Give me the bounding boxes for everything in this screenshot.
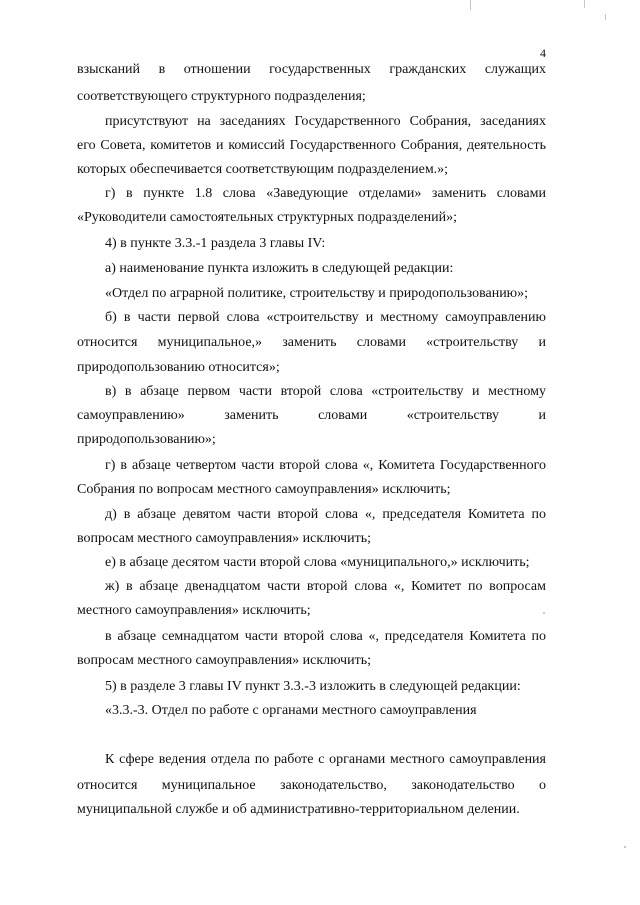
text-line: взысканий в отношении государственных гражданских служащих [77,62,546,77]
text-line: его Совета, комитетов и комиссий Государственного Собрания, деятельность [77,138,546,153]
text-line: ж) в абзаце двенадцатом части второй слова «, Комитет по вопросам [105,579,546,594]
text-line: а) наименование пункта изложить в следующей редакции: [105,261,454,276]
text-line: Собрания по вопросам местного самоуправления» исключить; [77,482,451,497]
scan-mark [624,846,626,848]
text-line: местного самоуправления» исключить; [77,603,311,618]
scan-mark [605,14,606,20]
text-line: б) в части первой слова «строительству и местному самоуправлению [105,310,546,325]
page-number: 4 [540,46,546,60]
text-line: соответствующего структурного подразделения; [77,89,366,104]
text-line: в абзаце семнадцатом части второй слова «, председателя Комитета по [105,629,546,644]
text-line: 5) в разделе 3 главы IV пункт 3.3.-3 изложить в следующей редакции: [105,679,521,694]
text-line: К сфере ведения отдела по работе с органами местного самоуправления [105,752,546,767]
text-line: «Руководители самостоятельных структурных подразделений»; [77,210,458,225]
scan-mark [584,0,585,8]
text-line: д) в абзаце девятом части второй слова «, председателя Комитета по [105,507,546,522]
text-line: 4) в пункте 3.3.-1 раздела 3 главы IV: [105,236,326,251]
text-line: природопользованию»; [77,432,216,447]
text-line: вопросам местного самоуправления» исключить; [77,653,371,668]
text-line: г) в абзаце четвертом части второй слова «, Комитета Государственного [105,458,546,473]
text-line: в) в абзаце первом части второй слова «строительству и местному [105,384,546,399]
text-line: г) в пункте 1.8 слова «Заведующие отделами» заменить словами [105,186,546,201]
text-line: вопросам местного самоуправления» исключить; [77,531,371,546]
text-line: относится муниципальное законодательство, законодательство о [77,778,546,793]
text-line: «3.3.-3. Отдел по работе с органами местного самоуправления [105,703,477,718]
scan-mark [543,612,545,614]
text-line: «Отдел по аграрной политике, строительству и природопользованию»; [105,286,529,301]
text-line: которых обеспечивается соответствующим подразделением.»; [77,162,449,177]
text-line: е) в абзаце десятом части второй слова «муниципального,» исключить; [105,555,530,570]
text-line: природопользованию относится»; [77,360,280,375]
scan-mark [470,0,471,10]
text-line: самоуправлению» заменить словами «строительству и [77,408,546,423]
text-line: присутствуют на заседаниях Государственного Собрания, заседаниях [105,114,546,129]
text-line: муниципальной службе и об административно-территориальном делении. [77,802,520,817]
text-line: относится муниципальное,» заменить словами «строительству и [77,335,546,350]
